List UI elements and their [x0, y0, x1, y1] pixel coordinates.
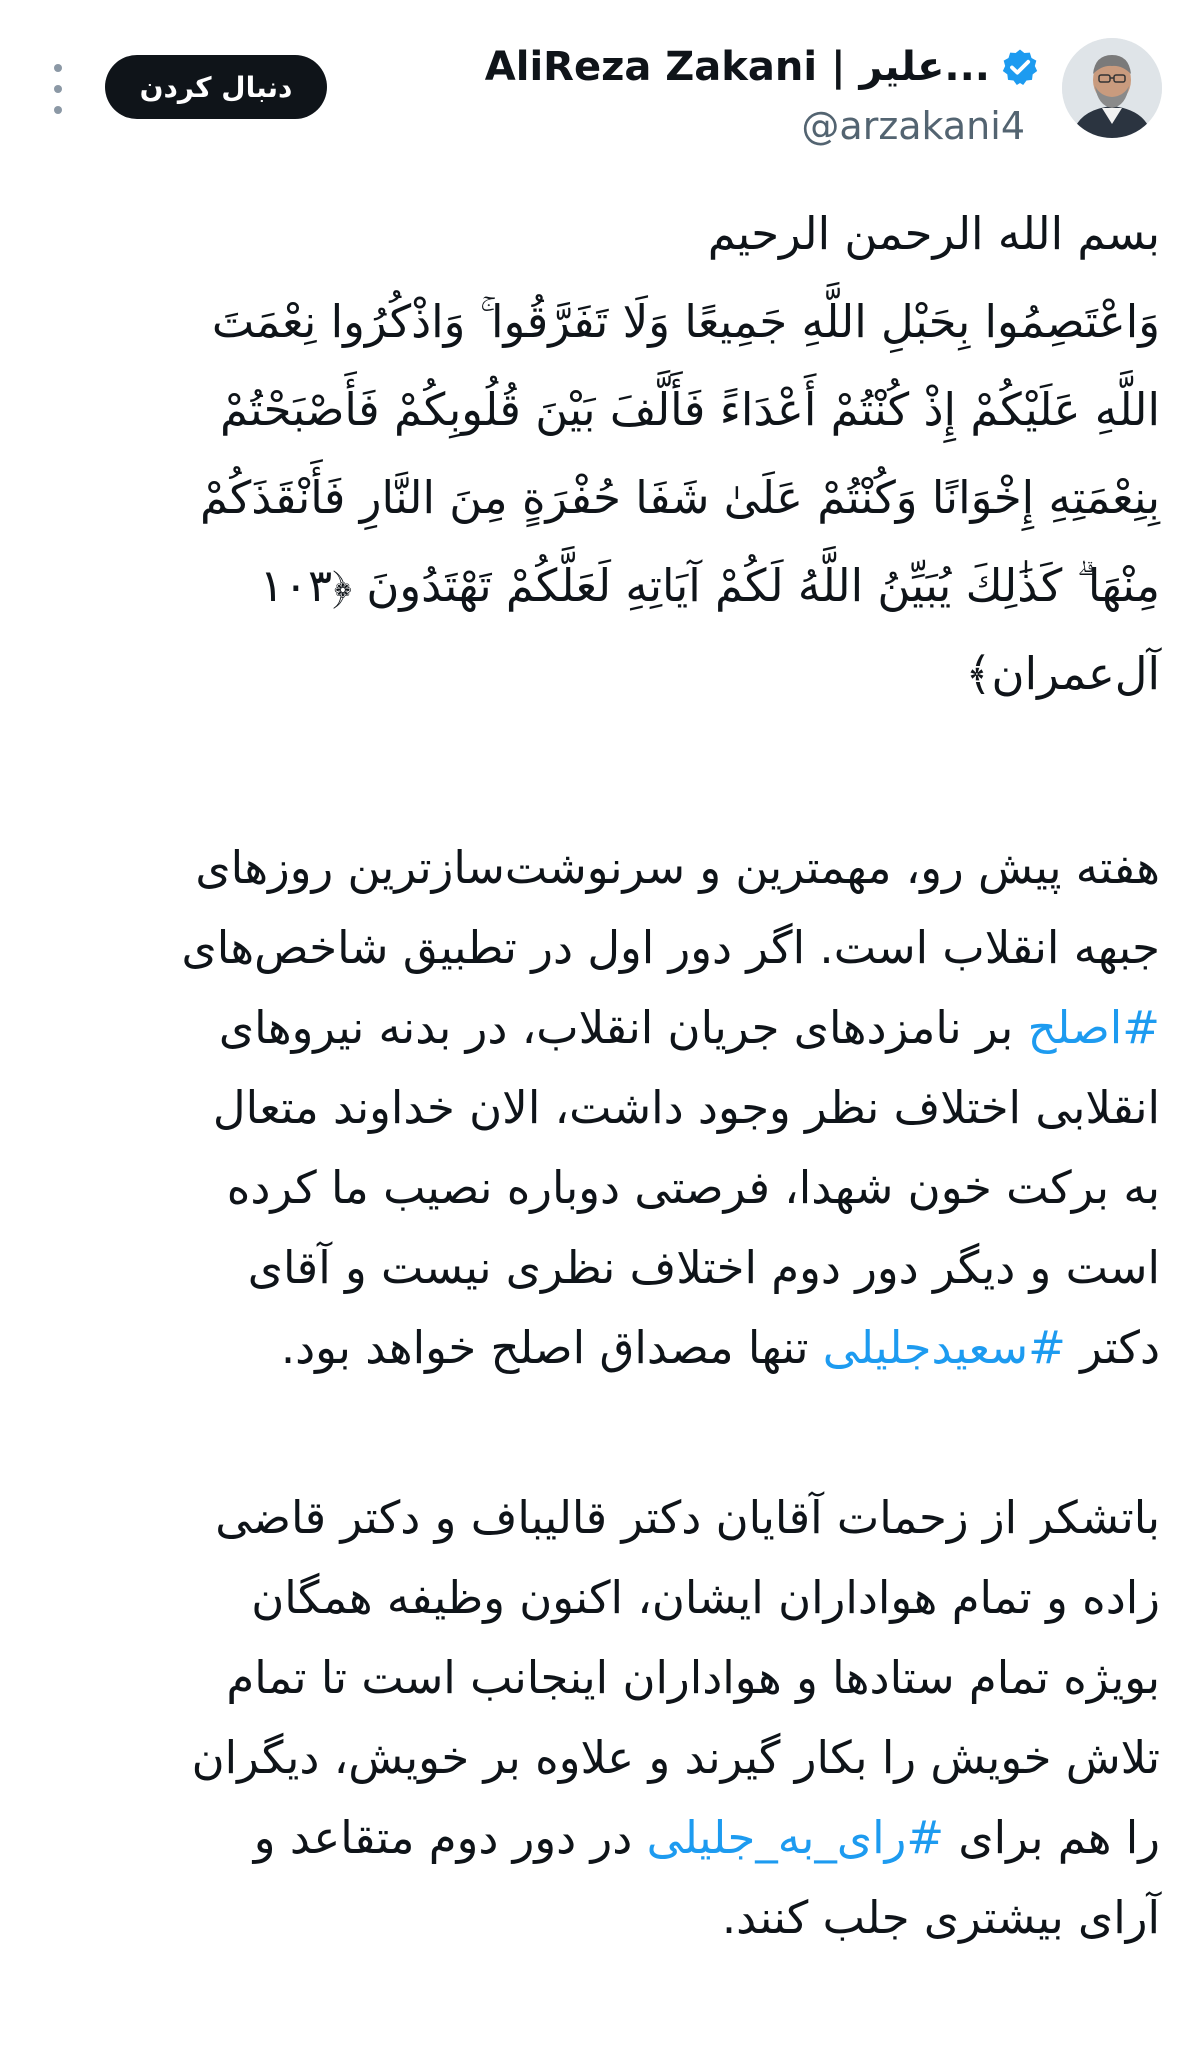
paragraph-line: هفته پیش رو، مهمترین و سرنوشت‌سازترین روزهای	[195, 841, 1160, 894]
paragraph-line: آرای بیشتری جلب کنند.	[721, 1891, 1160, 1944]
display-name[interactable]: AliReza Zakani | علیر...	[484, 44, 990, 90]
hashtag-link[interactable]: #سعیدجلیلی	[822, 1321, 1066, 1374]
paragraph-line: جبهه انقلاب است. اگر دور اول در تطبیق شاخص‌های	[181, 921, 1160, 974]
follow-button[interactable]: دنبال کردن	[105, 55, 327, 119]
more-dot	[54, 64, 62, 72]
more-dot	[54, 106, 62, 114]
line-text: دکتر	[1065, 1321, 1160, 1374]
paragraph-line	[40, 1798, 1160, 1878]
line-text: در دور دوم متقاعد و	[253, 1811, 647, 1864]
paragraph-line	[40, 1308, 1160, 1388]
paragraph-spacer	[40, 718, 1160, 828]
paragraph-line: باتشکر از زحمات آقایان دکتر قالیباف و دکتر قاضی	[215, 1491, 1160, 1544]
paragraph-line: تلاش خویش را بکار گیرند و علاوه بر خویش، دیگران	[191, 1731, 1160, 1784]
verse-line: آل‌عمران﴾	[965, 647, 1160, 700]
tweet-text	[40, 190, 1160, 1958]
paragraph-line: به برکت خون شهدا، فرصتی دوباره نصیب ما کرده	[226, 1161, 1160, 1214]
more-dot	[54, 85, 62, 93]
quran-verse	[40, 190, 1160, 718]
user-handle[interactable]: @arzakani4	[801, 104, 1025, 148]
verse-line: اللَّهِ عَلَيْكُمْ إِذْ كُنْتُمْ أَعْدَاءً فَأَلَّفَ بَيْنَ قُلُوبِكُمْ فَأَصْبَحْتُمْ	[220, 383, 1160, 436]
tweet-header	[0, 38, 1200, 168]
tweet-paragraph-2	[40, 1478, 1160, 1958]
verse-line: مِنْهَا ۗ كَذَٰلِكَ يُبَيِّنُ اللَّهُ لَكُمْ آيَاتِهِ لَعَلَّكُمْ تَهْتَدُونَ ﴿۱۰۳	[259, 559, 1160, 612]
paragraph-spacer	[40, 1388, 1160, 1478]
paragraph-line	[40, 988, 1160, 1068]
hashtag-link[interactable]: #اصلح	[1027, 1001, 1160, 1054]
tweet-paragraph-1	[40, 828, 1160, 1388]
hashtag-link[interactable]: #رای_به_جلیلی	[646, 1811, 945, 1864]
paragraph-line: انقلابی اختلاف نظر وجود داشت، الان خداوند متعال	[212, 1081, 1160, 1134]
paragraph-line: بویژه تمام ستادها و هواداران اینجانب است تا تمام	[226, 1651, 1160, 1704]
verified-badge-icon	[1000, 47, 1040, 87]
line-text: تنها مصداق اصلح خواهد بود.	[280, 1321, 823, 1374]
paragraph-line: است و دیگر دور دوم اختلاف نظری نیست و آقای	[247, 1241, 1160, 1294]
line-text: را هم برای	[944, 1811, 1160, 1864]
line-text: بر نامزدهای جریان انقلاب، در بدنه نیروهای	[218, 1001, 1028, 1054]
paragraph-line: زاده و تمام هواداران ایشان، اکنون وظیفه همگان	[251, 1571, 1160, 1624]
verse-line: بسم الله الرحمن الرحیم	[707, 207, 1160, 260]
verse-line: بِنِعْمَتِهِ إِخْوَانًا وَكُنْتُمْ عَلَىٰ شَفَا حُفْرَةٍ مِنَ النَّارِ فَأَنْقَذَكُمْ	[199, 471, 1160, 524]
verse-line: وَاعْتَصِمُوا بِحَبْلِ اللَّهِ جَمِيعًا وَلَا تَفَرَّقُوا ۚ وَاذْكُرُوا نِعْمَتَ	[211, 295, 1160, 348]
display-name-row[interactable]	[485, 44, 1040, 90]
avatar[interactable]	[1062, 38, 1162, 138]
avatar-portrait-icon	[1062, 38, 1162, 138]
more-options-icon[interactable]	[48, 64, 68, 114]
